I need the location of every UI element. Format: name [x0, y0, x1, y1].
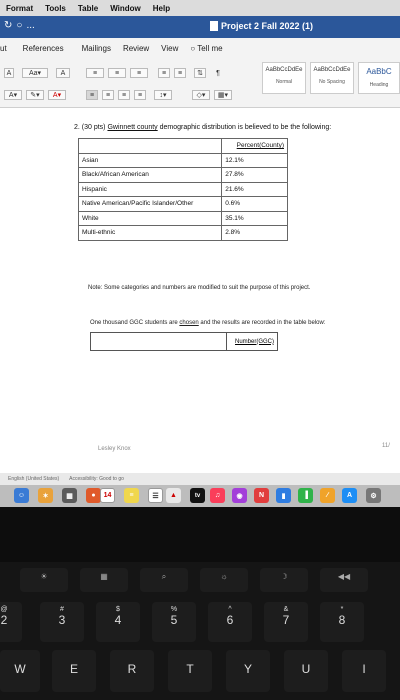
- key-f3-glyph: ▦: [100, 572, 108, 581]
- key-3-top: #: [60, 606, 64, 613]
- apple-tv-icon[interactable]: tv: [190, 488, 205, 503]
- pages-icon[interactable]: ∕: [320, 488, 335, 503]
- key-4-main: 4: [114, 613, 122, 627]
- finder-icon[interactable]: ☺: [14, 488, 29, 503]
- style-no-spacing-sample: AaBbCcDdEe: [313, 67, 351, 73]
- align-left-icon[interactable]: ≡: [86, 90, 98, 100]
- table-row: [79, 211, 288, 226]
- style-no-spacing[interactable]: [310, 62, 354, 94]
- word-titlebar: [0, 16, 400, 38]
- page-number: 11/: [382, 443, 390, 449]
- lightbulb-icon: ○: [190, 43, 196, 53]
- row-value: 2.8%: [222, 226, 288, 241]
- question-text: [74, 124, 331, 131]
- key-3[interactable]: [40, 602, 84, 642]
- system-preferences-icon[interactable]: ⚙: [366, 488, 381, 503]
- key-5-main: 5: [170, 613, 178, 627]
- numbering-icon[interactable]: ≡: [108, 68, 126, 78]
- multilevel-list-icon[interactable]: ≡: [130, 68, 148, 78]
- key-3-main: 3: [58, 613, 66, 627]
- document-icon: [210, 21, 218, 31]
- align-center-icon[interactable]: ≡: [102, 90, 114, 100]
- key-8-main: 8: [338, 613, 346, 627]
- key-f7[interactable]: [320, 568, 368, 592]
- mac-dock: [0, 485, 400, 507]
- key-f2-glyph: ☀: [40, 572, 48, 581]
- key-y[interactable]: [226, 650, 270, 692]
- table-row: [79, 226, 288, 241]
- key-7-main: 7: [282, 613, 290, 627]
- pilcrow-icon[interactable]: ¶: [216, 69, 220, 77]
- tab-review[interactable]: Review: [122, 43, 150, 53]
- table-row: [79, 182, 288, 197]
- key-f2[interactable]: [20, 568, 68, 592]
- music-icon[interactable]: ♫: [210, 488, 225, 503]
- key-6-main: 6: [226, 613, 234, 627]
- footer-author: Lesley Knox: [98, 446, 131, 452]
- language-status[interactable]: English (United States): [8, 476, 60, 482]
- decrease-indent-icon[interactable]: ≡: [158, 68, 170, 78]
- maps-icon[interactable]: ▲: [166, 488, 181, 503]
- text-effects-icon[interactable]: A▾: [4, 90, 22, 100]
- key-f5[interactable]: [200, 568, 248, 592]
- align-right-icon[interactable]: ≡: [118, 90, 130, 100]
- tab-mailings[interactable]: Mailings: [81, 43, 111, 53]
- chosen-link: chosen: [179, 320, 199, 326]
- key-i[interactable]: [342, 650, 386, 692]
- style-normal[interactable]: [262, 62, 306, 94]
- key-5-top: %: [170, 606, 178, 613]
- key-i-main: I: [362, 662, 366, 676]
- table-header-row: [79, 139, 288, 154]
- reminders-icon[interactable]: ☰: [148, 488, 163, 503]
- style-normal-sample: AaBbCcDdEe: [265, 67, 303, 73]
- menu-table[interactable]: Table: [77, 3, 99, 13]
- calendar-icon[interactable]: 14: [100, 488, 115, 503]
- document-title: [210, 21, 313, 31]
- key-f7-glyph: ◀◀: [337, 572, 351, 581]
- ggc-blank-cell: [91, 333, 227, 351]
- font-size-up-icon[interactable]: A: [4, 68, 14, 78]
- row-value: 21.6%: [222, 182, 288, 197]
- style-heading-name: Heading: [369, 82, 389, 88]
- key-6[interactable]: [208, 602, 252, 642]
- app-icon[interactable]: ●: [86, 488, 101, 503]
- case-change-button[interactable]: Aa▾: [22, 68, 48, 78]
- tab-layout[interactable]: ut: [0, 43, 7, 53]
- style-heading[interactable]: [358, 62, 400, 94]
- header-blank-cell: [79, 139, 222, 154]
- key-f6[interactable]: [260, 568, 308, 592]
- number-ggc-header: Number(GGC): [227, 333, 278, 351]
- laptop-bezel: [0, 507, 400, 562]
- key-2-main: 2: [0, 613, 8, 627]
- bullets-icon[interactable]: ≡: [86, 68, 104, 78]
- accessibility-status[interactable]: Accessibility: Good to go: [69, 476, 124, 482]
- tab-references[interactable]: References: [22, 43, 64, 53]
- question-prefix: 2. (30 pts): [74, 124, 108, 131]
- line-spacing-icon[interactable]: ↕▾: [154, 90, 172, 100]
- table-row: [79, 168, 288, 183]
- tab-view[interactable]: View: [161, 43, 179, 53]
- key-e[interactable]: [52, 650, 96, 692]
- key-f4-glyph: ⌕: [161, 572, 167, 581]
- percent-county-header: Percent(County): [222, 139, 288, 154]
- question-rest: demographic distribution is believed to be the following:: [157, 124, 332, 131]
- row-value: 12.1%: [222, 153, 288, 168]
- key-f4[interactable]: [140, 568, 188, 592]
- row-label: Black/African American: [79, 168, 222, 183]
- distribution-table: [78, 138, 288, 241]
- key-f6-glyph: ☽: [280, 572, 288, 581]
- sentence-start: One thousand GGC students are: [90, 320, 180, 326]
- style-no-spacing-name: No Spacing: [319, 79, 345, 85]
- notes-icon[interactable]: ≡: [124, 488, 139, 503]
- quick-access-toolbar: [4, 20, 35, 31]
- status-bar: [0, 473, 400, 485]
- menu-window[interactable]: Window: [110, 3, 141, 13]
- row-label: Asian: [79, 153, 222, 168]
- ggc-table: [90, 332, 278, 351]
- document-title-text: Project 2 Fall 2022 (1): [221, 21, 314, 31]
- key-w[interactable]: [0, 650, 40, 692]
- key-4-top: $: [116, 606, 120, 613]
- redo-icon[interactable]: ↻: [4, 20, 13, 31]
- key-4[interactable]: [96, 602, 140, 642]
- key-y-main: Y: [243, 662, 252, 676]
- gwinnett-link: Gwinnett county: [107, 124, 158, 131]
- key-r[interactable]: [110, 650, 154, 692]
- key-8-top: *: [340, 606, 344, 613]
- sample-sentence: [90, 320, 326, 326]
- increase-indent-icon[interactable]: ≡: [174, 68, 186, 78]
- key-2[interactable]: [0, 602, 22, 642]
- key-t-main: T: [186, 662, 194, 676]
- key-u-main: U: [301, 662, 311, 676]
- keyboard: [0, 562, 400, 700]
- photos-icon[interactable]: ✶: [38, 488, 53, 503]
- podcasts-icon[interactable]: ◉: [232, 488, 247, 503]
- key-2-top: @: [0, 606, 8, 613]
- tell-me-label: Tell me: [197, 43, 223, 53]
- justify-icon[interactable]: ≡: [134, 90, 146, 100]
- key-t[interactable]: [168, 650, 212, 692]
- note-text: Note: Some categories and numbers are modified to suit the purpose of this project.: [88, 285, 311, 291]
- key-f3[interactable]: [80, 568, 128, 592]
- key-r-main: R: [127, 662, 137, 676]
- key-5[interactable]: [152, 602, 196, 642]
- menu-format[interactable]: Format: [6, 3, 34, 13]
- shading-icon[interactable]: ◇▾: [192, 90, 210, 100]
- ribbon-tabs: [0, 38, 400, 58]
- style-heading-sample: AaBbC: [366, 67, 392, 76]
- borders-icon[interactable]: ▦▾: [214, 90, 232, 100]
- font-color-icon[interactable]: A▾: [48, 90, 66, 100]
- highlight-icon[interactable]: ✎▾: [26, 90, 44, 100]
- key-f5-glyph: ☼: [220, 572, 228, 581]
- row-label: White: [79, 211, 222, 226]
- sort-icon[interactable]: ⇅: [194, 68, 206, 78]
- sentence-end: and the results are recorded in the table below:: [198, 320, 326, 326]
- numbers-icon[interactable]: ▐: [298, 488, 313, 503]
- key-8[interactable]: [320, 602, 364, 642]
- sync-icon[interactable]: ○: [16, 20, 23, 31]
- clear-format-icon[interactable]: A: [56, 68, 70, 78]
- row-value: 35.1%: [222, 211, 288, 226]
- row-label: Hispanic: [79, 182, 222, 197]
- menu-tools[interactable]: Tools: [45, 3, 66, 13]
- ribbon-home: [0, 58, 400, 108]
- row-value: 0.6%: [222, 197, 288, 212]
- app-store-icon[interactable]: A: [342, 488, 357, 503]
- news-icon[interactable]: N: [254, 488, 269, 503]
- document-page[interactable]: [0, 108, 400, 473]
- key-6-top: ^: [228, 606, 232, 613]
- key-7-top: &: [283, 606, 289, 613]
- tell-me[interactable]: [190, 44, 222, 53]
- row-value: 27.8%: [222, 168, 288, 183]
- row-label: Multi-ethnic: [79, 226, 222, 241]
- mac-menubar: [0, 0, 400, 16]
- row-label: Native American/Pacific Islander/Other: [79, 197, 222, 212]
- key-u[interactable]: [284, 650, 328, 692]
- style-normal-name: Normal: [275, 79, 293, 85]
- keynote-icon[interactable]: ▮: [276, 488, 291, 503]
- launchpad-icon[interactable]: ▦: [62, 488, 77, 503]
- key-e-main: E: [69, 662, 78, 676]
- key-7[interactable]: [264, 602, 308, 642]
- key-w-main: W: [14, 662, 26, 676]
- menu-help[interactable]: Help: [152, 3, 171, 13]
- table-row: [79, 197, 288, 212]
- more-button[interactable]: ...: [26, 20, 35, 31]
- table-row: [79, 153, 288, 168]
- ggc-header-row: [91, 333, 278, 351]
